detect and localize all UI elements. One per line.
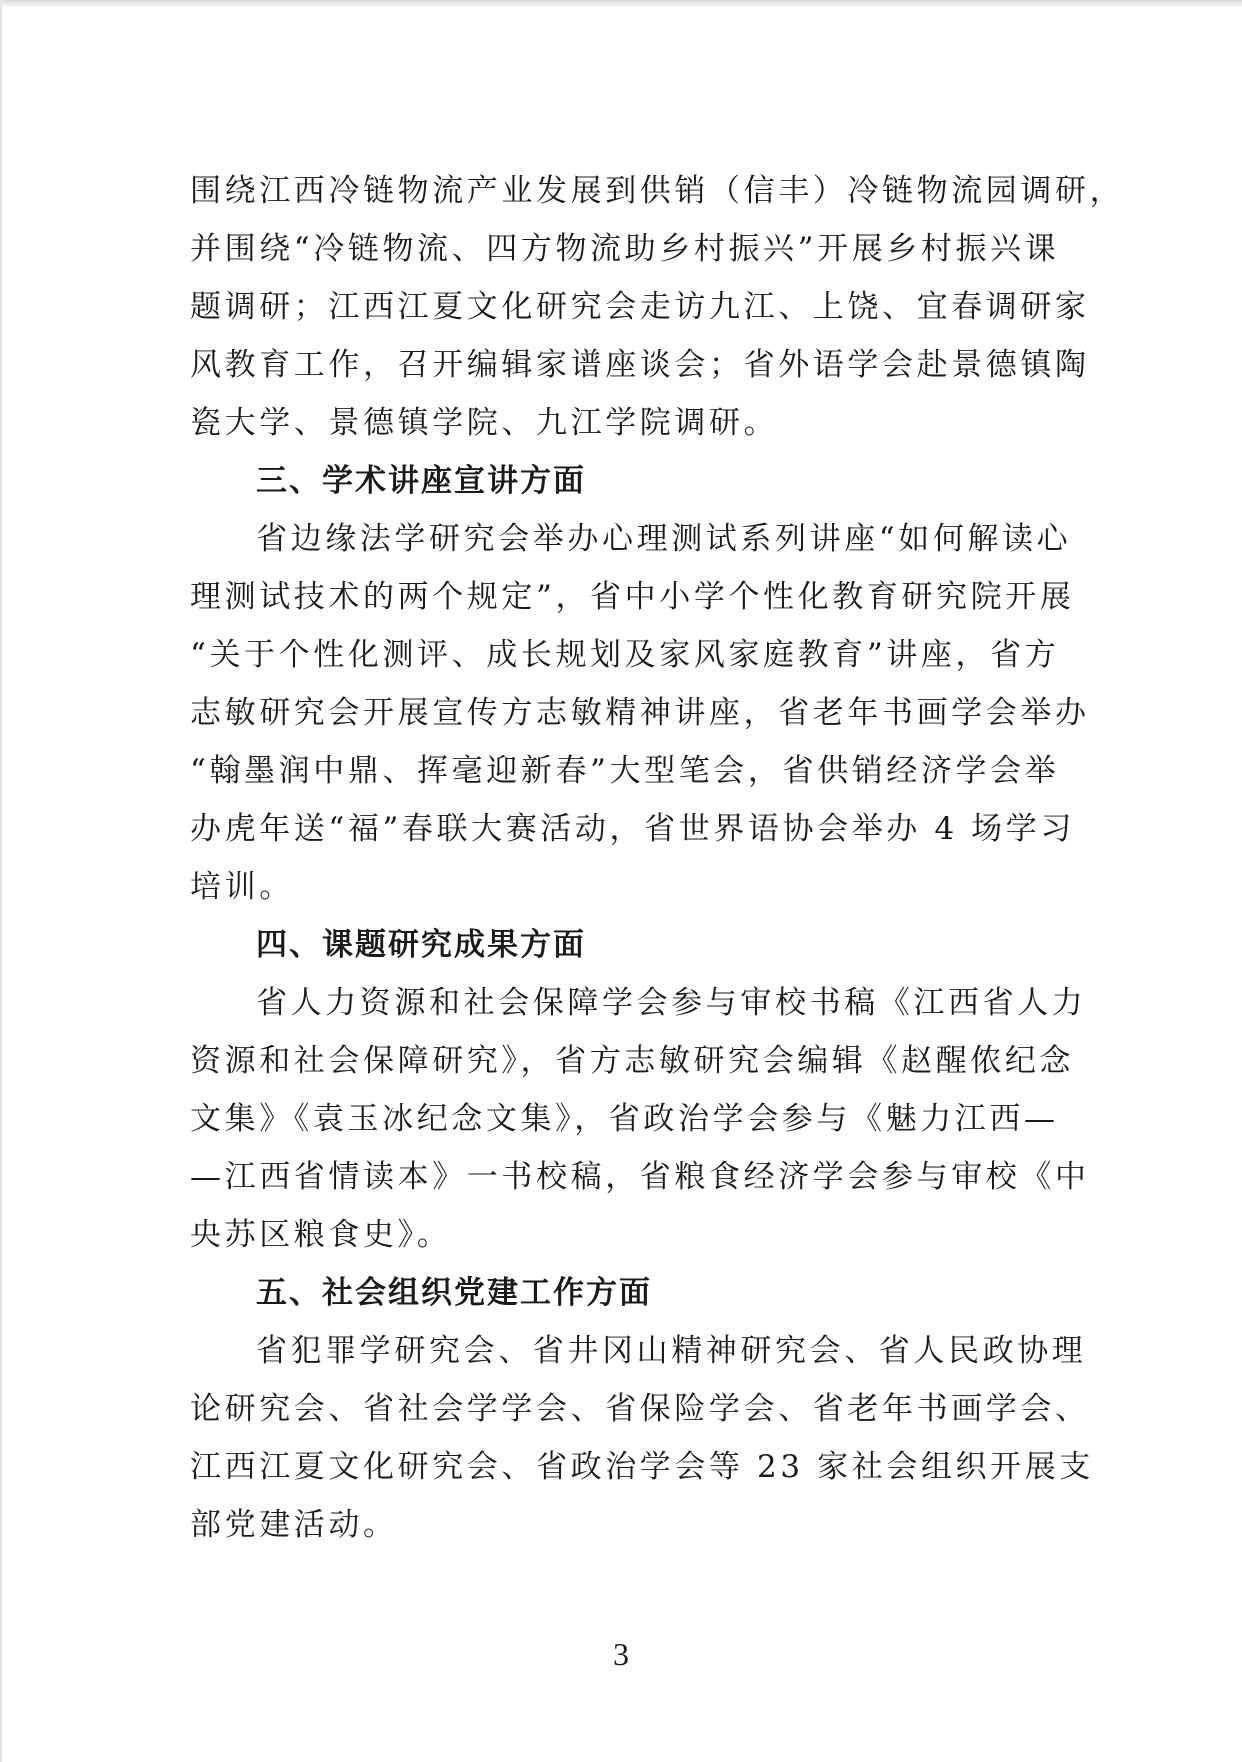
body-line: 围绕江西冷链物流产业发展到供销（信丰）冷链物流园调研，: [190, 173, 1125, 209]
document-body: [190, 162, 1125, 1554]
body-line: 央苏区粮食史》。: [190, 1217, 452, 1253]
body-line: 办虎年送“福”春联大赛活动，省世界语协会举办 4 场学习: [190, 811, 1075, 847]
body-line: 省犯罪学研究会、省井冈山精神研究会、省人民政协理: [256, 1333, 1087, 1369]
page-left-edge: [0, 0, 2, 1762]
body-line: 省边缘法学研究会举办心理测试系列讲座“如何解读心: [256, 521, 1072, 557]
body-line: 部党建活动。: [190, 1507, 398, 1543]
body-line: “翰墨润中鼎、挥毫迎新春”大型笔会，省供销经济学会举: [190, 753, 1060, 789]
body-line: 瓷大学、景德镇学院、九江学院调研。: [190, 405, 779, 441]
body-line: 文集》《袁玉冰纪念文集》，省政治学会参与《魅力江西—: [190, 1101, 1059, 1137]
body-line: —江西省情读本》一书校稿，省粮食经济学会参与审校《中: [190, 1159, 1090, 1195]
section-heading-research: 四、课题研究成果方面: [256, 927, 586, 963]
body-line: 论研究会、省社会学学会、省保险学会、省老年书画学会、: [190, 1391, 1090, 1427]
section-heading-party-building: 五、社会组织党建工作方面: [256, 1275, 652, 1311]
body-line: 风教育工作，召开编辑家谱座谈会；省外语学会赴景德镇陶: [190, 347, 1090, 383]
body-line: 志敏研究会开展宣传方志敏精神讲座，省老年书画学会举办: [190, 695, 1090, 731]
body-line: 理测试技术的两个规定”，省中小学个性化教育研究院开展: [190, 579, 1075, 615]
body-line: 江西江夏文化研究会、省政治学会等 23 家社会组织开展支: [190, 1449, 1094, 1485]
body-line: 并围绕“冷链物流、四方物流助乡村振兴”开展乡村振兴课: [190, 231, 1060, 267]
body-line: 资源和社会保障研究》，省方志敏研究会编辑《赵醒侬纪念: [190, 1043, 1075, 1079]
body-line: 省人力资源和社会保障学会参与审校书稿《江西省人力: [256, 985, 1087, 1021]
body-line: “关于个性化测评、成长规划及家风家庭教育”讲座，省方: [190, 637, 1060, 673]
section-heading-lectures: 三、学术讲座宣讲方面: [256, 463, 586, 499]
page-top-shadow: [0, 0, 1242, 8]
body-line: 题调研；江西江夏文化研究会走访九江、上饶、宜春调研家: [190, 289, 1090, 325]
page-number: 3: [613, 1636, 629, 1672]
body-line: 培训。: [190, 869, 294, 905]
